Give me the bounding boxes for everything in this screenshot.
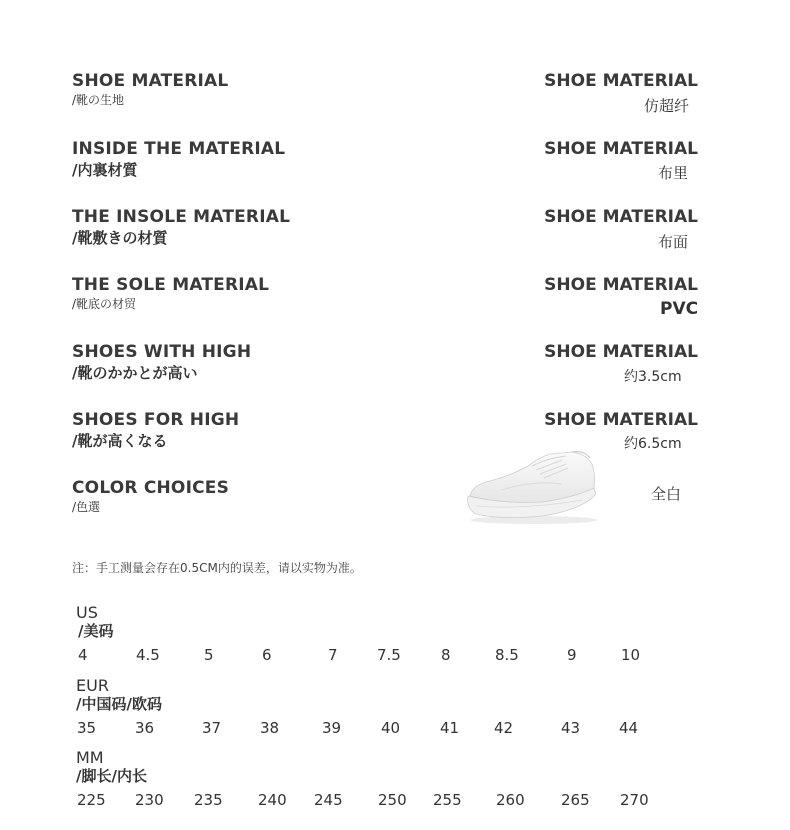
spec-sub-label: /色選 (72, 500, 101, 514)
white-sneaker-image (462, 446, 602, 526)
spec-sub-label: /靴が高くなる (72, 432, 168, 450)
spec-row-sole-material (72, 275, 712, 325)
size-value: 260 (496, 791, 525, 809)
spec-key: SHOE MATERIAL (544, 207, 698, 227)
spec-key: SHOE MATERIAL (544, 71, 698, 91)
spec-value: 布面 (658, 233, 689, 251)
size-value: 5 (204, 646, 214, 664)
size-value: 6 (262, 646, 272, 664)
size-value: 36 (135, 719, 155, 737)
spec-sub-label: /靴底の材贸 (72, 297, 137, 311)
size-value: 225 (77, 791, 106, 809)
size-value: 43 (561, 719, 581, 737)
size-row-subtitle: /中国码/欧码 (76, 695, 162, 713)
size-row-eur (76, 677, 696, 739)
spec-row-color-choices (72, 478, 712, 528)
spec-key: SHOE MATERIAL (544, 410, 698, 430)
spec-row-heel-height (72, 342, 712, 392)
size-value: 4 (78, 646, 88, 664)
size-value: 37 (202, 719, 222, 737)
size-value: 42 (494, 719, 514, 737)
size-value: 10 (621, 646, 641, 664)
spec-value: 全白 (651, 485, 682, 503)
spec-label: SHOES WITH HIGH (72, 342, 252, 362)
spec-value: 约6.5cm (624, 436, 682, 452)
size-value: 270 (620, 791, 649, 809)
spec-row-inside-material (72, 139, 712, 189)
size-value: 8 (441, 646, 451, 664)
size-value: 255 (433, 791, 462, 809)
spec-label: THE SOLE MATERIAL (72, 275, 270, 295)
size-value: 230 (135, 791, 164, 809)
spec-label: THE INSOLE MATERIAL (72, 207, 291, 227)
size-row-mm (76, 749, 696, 811)
spec-key: SHOE MATERIAL (544, 275, 698, 295)
size-value: 41 (440, 719, 460, 737)
size-value: 240 (258, 791, 287, 809)
size-value: 40 (381, 719, 401, 737)
spec-value: 布里 (658, 164, 689, 182)
spec-key: SHOE MATERIAL (544, 139, 698, 159)
size-values (76, 719, 696, 739)
size-value: 250 (378, 791, 407, 809)
spec-value: 约3.5cm (624, 369, 682, 385)
size-value: 39 (322, 719, 342, 737)
spec-key: SHOE MATERIAL (544, 342, 698, 362)
spec-value: 仿超纤 (644, 97, 690, 115)
size-values (76, 791, 696, 811)
size-value: 4.5 (136, 646, 160, 664)
spec-row-total-height (72, 410, 712, 460)
spec-sub-label: /靴の生地 (72, 93, 125, 107)
size-value: 38 (260, 719, 280, 737)
size-value: 8.5 (495, 646, 519, 664)
size-value: 245 (314, 791, 343, 809)
measurement-note: 注：手工测量会存在0.5CM内的误差，请以实物为准。 (72, 561, 362, 575)
size-row-subtitle: /美码 (78, 622, 114, 640)
spec-sub-label: /靴敷きの材質 (72, 229, 168, 247)
size-value: 35 (77, 719, 97, 737)
spec-value: PVC (660, 299, 699, 319)
size-value: 7 (328, 646, 338, 664)
size-row-title: EUR (76, 676, 109, 695)
size-row-title: MM (76, 748, 104, 767)
size-value: 265 (561, 791, 590, 809)
size-value: 7.5 (377, 646, 401, 664)
spec-sub-label: /靴のかかとが高い (72, 364, 198, 382)
spec-label: SHOES FOR HIGH (72, 410, 240, 430)
size-value: 235 (194, 791, 223, 809)
spec-label: INSIDE THE MATERIAL (72, 139, 286, 159)
size-row-subtitle: /脚长/内长 (76, 767, 147, 785)
size-row-title: US (76, 603, 98, 622)
size-value: 9 (567, 646, 577, 664)
size-row-us (76, 604, 696, 666)
spec-row-shoe-material (72, 71, 712, 121)
spec-label: COLOR CHOICES (72, 478, 230, 498)
spec-row-insole-material (72, 207, 712, 257)
spec-label: SHOE MATERIAL (72, 71, 229, 91)
spec-sub-label: /内裏材質 (72, 161, 138, 179)
size-values (76, 646, 696, 666)
size-value: 44 (619, 719, 639, 737)
